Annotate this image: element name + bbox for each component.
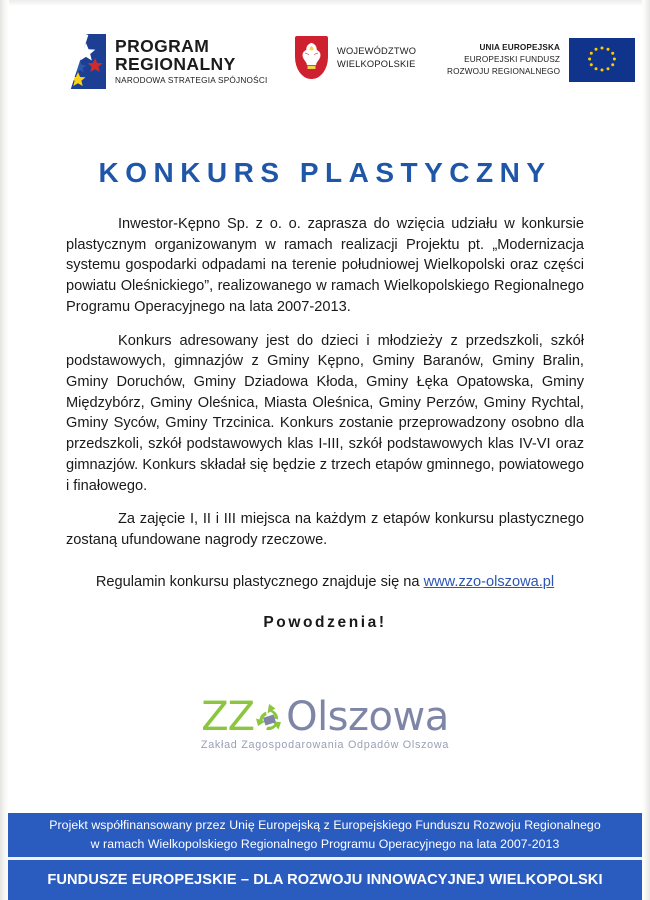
program-regionalny-text: [115, 35, 268, 85]
wojewodztwo-line1: WOJEWÓDZTWO: [337, 45, 417, 56]
program-regionalny-stars-mark-icon: [66, 34, 106, 89]
scan-edge-left: [0, 0, 9, 900]
wojewodztwo-text: [337, 45, 416, 71]
program-regionalny-line2: REGIONALNY: [115, 53, 236, 74]
spacer-before-regulations: [66, 551, 584, 572]
footer-funding-band: [8, 813, 642, 857]
footer-slogan-band: [8, 860, 642, 900]
zzo-logo-row: [201, 694, 449, 740]
spacer-before-closing: [66, 593, 584, 614]
scan-edge-top: [0, 0, 650, 6]
footer-slogan-text: FUNDUSZE EUROPEJSKIE – DLA ROZWOJU INNOWACYJNEJ WIELKOPOLSKI: [47, 872, 603, 888]
logo-wojewodztwo-wielkopolskie: [295, 36, 416, 79]
wielkopolska-eagle-shield-icon: [295, 36, 328, 79]
unia-europejska-line2: EUROPEJSKI FUNDUSZ: [464, 55, 561, 65]
page-title: KONKURS PLASTYCZNY: [98, 157, 552, 188]
program-regionalny-line3: NARODOWA STRATEGIA SPÓJNOŚCI: [115, 75, 268, 85]
zzo-tagline: Zakład Zagospodarowania Odpadów Olszowa: [200, 739, 450, 751]
logo-unia-europejska: [447, 38, 635, 82]
logo-program-regionalny: [66, 34, 268, 89]
logo-zzo-olszowa: [0, 694, 650, 751]
header-logo-strip: [0, 32, 650, 104]
scan-edge-right: [642, 0, 650, 900]
regulations-line: [66, 572, 584, 593]
paragraph-prizes: Za zajęcie I, II i III miejsca na każdym z etapów konkursu plastycznego zostaną ufundowane nagrody rzeczowe.: [66, 511, 584, 549]
zzo-word-olszowa: Olszowa: [286, 694, 449, 740]
unia-europejska-line3: ROZWOJU REGIONALNEGO: [447, 66, 561, 76]
footer-funding-line2: w ramach Wielkopolskiego Regionalnego Programu Operacyjnego na lata 2007-2013: [90, 837, 560, 851]
closing-greeting: Powodzenia!: [263, 613, 387, 631]
unia-europejska-text: [447, 42, 560, 78]
paragraph-invitation: Inwestor-Kępno Sp. z o. o. zaprasza do wzięcia udziału w konkursie plastycznym organizowanym w ramach realizacji Projektu pt. „Modernizacja systemu gospodarki odpadami na terenie południowej Wielkopolski oraz części powiatu Oleśnickiego”, realizowanego w ramach Wielkopolskiego Regionalnego Programu Operacyjnego na lata 2007-2013.: [66, 216, 584, 315]
regulations-link[interactable]: www.zzo-olszowa.pl: [423, 573, 555, 590]
recycling-arrows-icon: [251, 699, 287, 735]
wojewodztwo-line2: WIELKOPOLSKIE: [337, 58, 416, 69]
zzo-mark-text: ZZ: [201, 694, 255, 740]
body-content: [66, 214, 584, 632]
unia-europejska-line1: UNIA EUROPEJSKA: [479, 43, 561, 53]
footer-funding-line1: Projekt współfinansowany przez Unię Europejską z Europejskiego Funduszu Rozwoju Regionalnego: [49, 818, 601, 833]
regulations-prefix-text: Regulamin konkursu plastycznego znajduje się na: [95, 573, 424, 590]
program-regionalny-line1: PROGRAM: [115, 35, 210, 56]
eu-flag-stars-icon: [569, 38, 635, 82]
paragraph-audience: Konkurs adresowany jest do dzieci i młodzieży z przedszkoli, szkół podstawowych, gimnazjów z Gminy Kępno, Gminy Baranów, Gminy Bralin, Gminy Doruchów, Gminy Dziadowa Kłoda, Gminy Łęka Opatowska, Gminy Międzybórz, Gminy Oleśnica, Miasta Oleśnica, Gminy Perzów, Gminy Rychtal, Gminy Syców, Gminy Trzcinica. Konkurs zostanie przeprowadzony osobno dla przedszkoli, szkół podstawowych klas I-III, szkół podstawowych klas IV-VI oraz gimnazjów. Konkurs składał się będzie z trzech etapów gminnego, powiatowego i finałowego.: [66, 332, 584, 494]
